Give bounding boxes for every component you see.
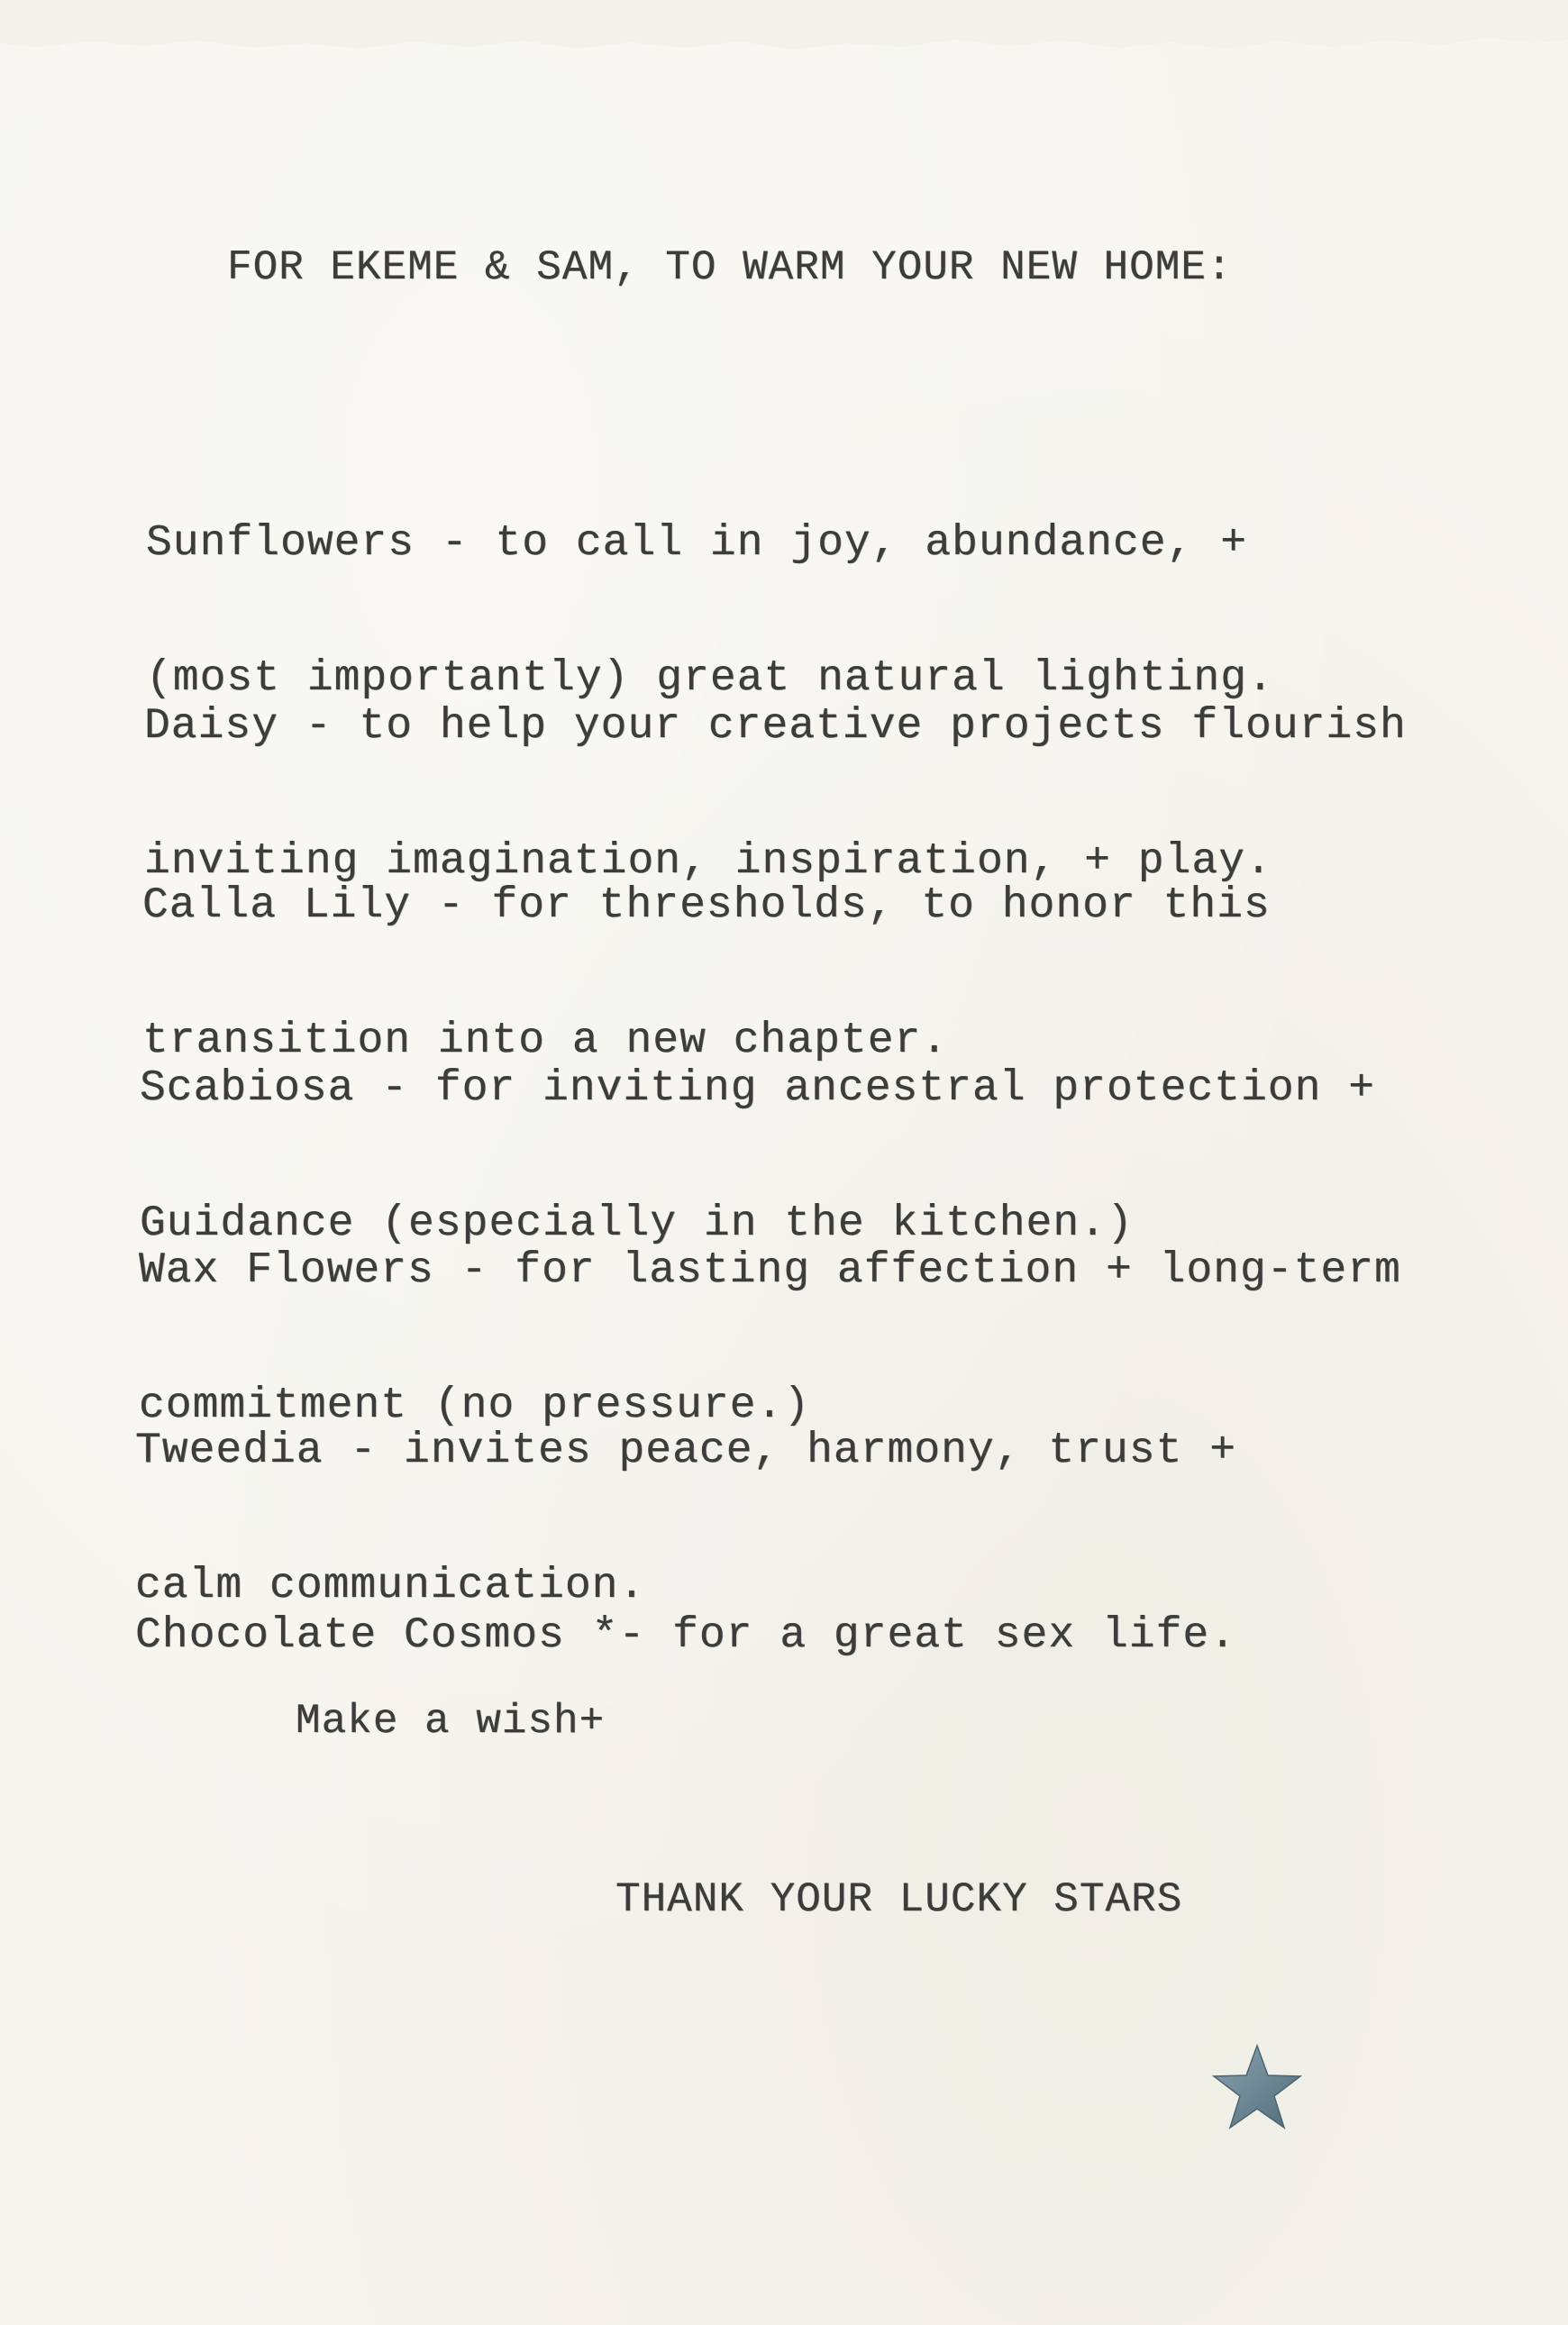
entry-line: commitment (no pressure.) [139,1381,811,1430]
entry-line: calm communication. [135,1562,646,1610]
entry-line: Sunflowers - to call in joy, abundance, + [146,519,1247,568]
entry-chocolate-cosmos [135,1523,1236,1703]
card-heading: FOR EKEME & SAM, TO WARM YOUR NEW HOME: [227,244,1233,291]
entry-line: transition into a new chapter. [142,1017,949,1065]
closing-line: THANK YOUR LUCKY STARS [615,1876,1183,1923]
star-sticker-icon [1212,2044,1302,2129]
entry-line: Calla Lily - for thresholds, to honor this [142,881,1271,930]
entry-line: Daisy - to help your creative projects flourish [144,702,1407,751]
entry-line: Wax Flowers - for lasting affection + long-term [139,1246,1401,1295]
entry-line: Scabiosa - for inviting ancestral protection + [140,1064,1376,1113]
entry-line: Tweedia - invites peace, harmony, trust + [135,1427,1236,1475]
entry-line: (most importantly) great natural lighting. [146,654,1274,703]
entry-line: Guidance (especially in the kitchen.) [140,1199,1134,1248]
entry-line: inviting imagination, inspiration, + play. [144,837,1272,886]
deckled-edge [0,27,1568,81]
wish-line: Make a wish+ [296,1698,606,1745]
entry-line: Chocolate Cosmos *- for a great sex life. [135,1611,1236,1660]
